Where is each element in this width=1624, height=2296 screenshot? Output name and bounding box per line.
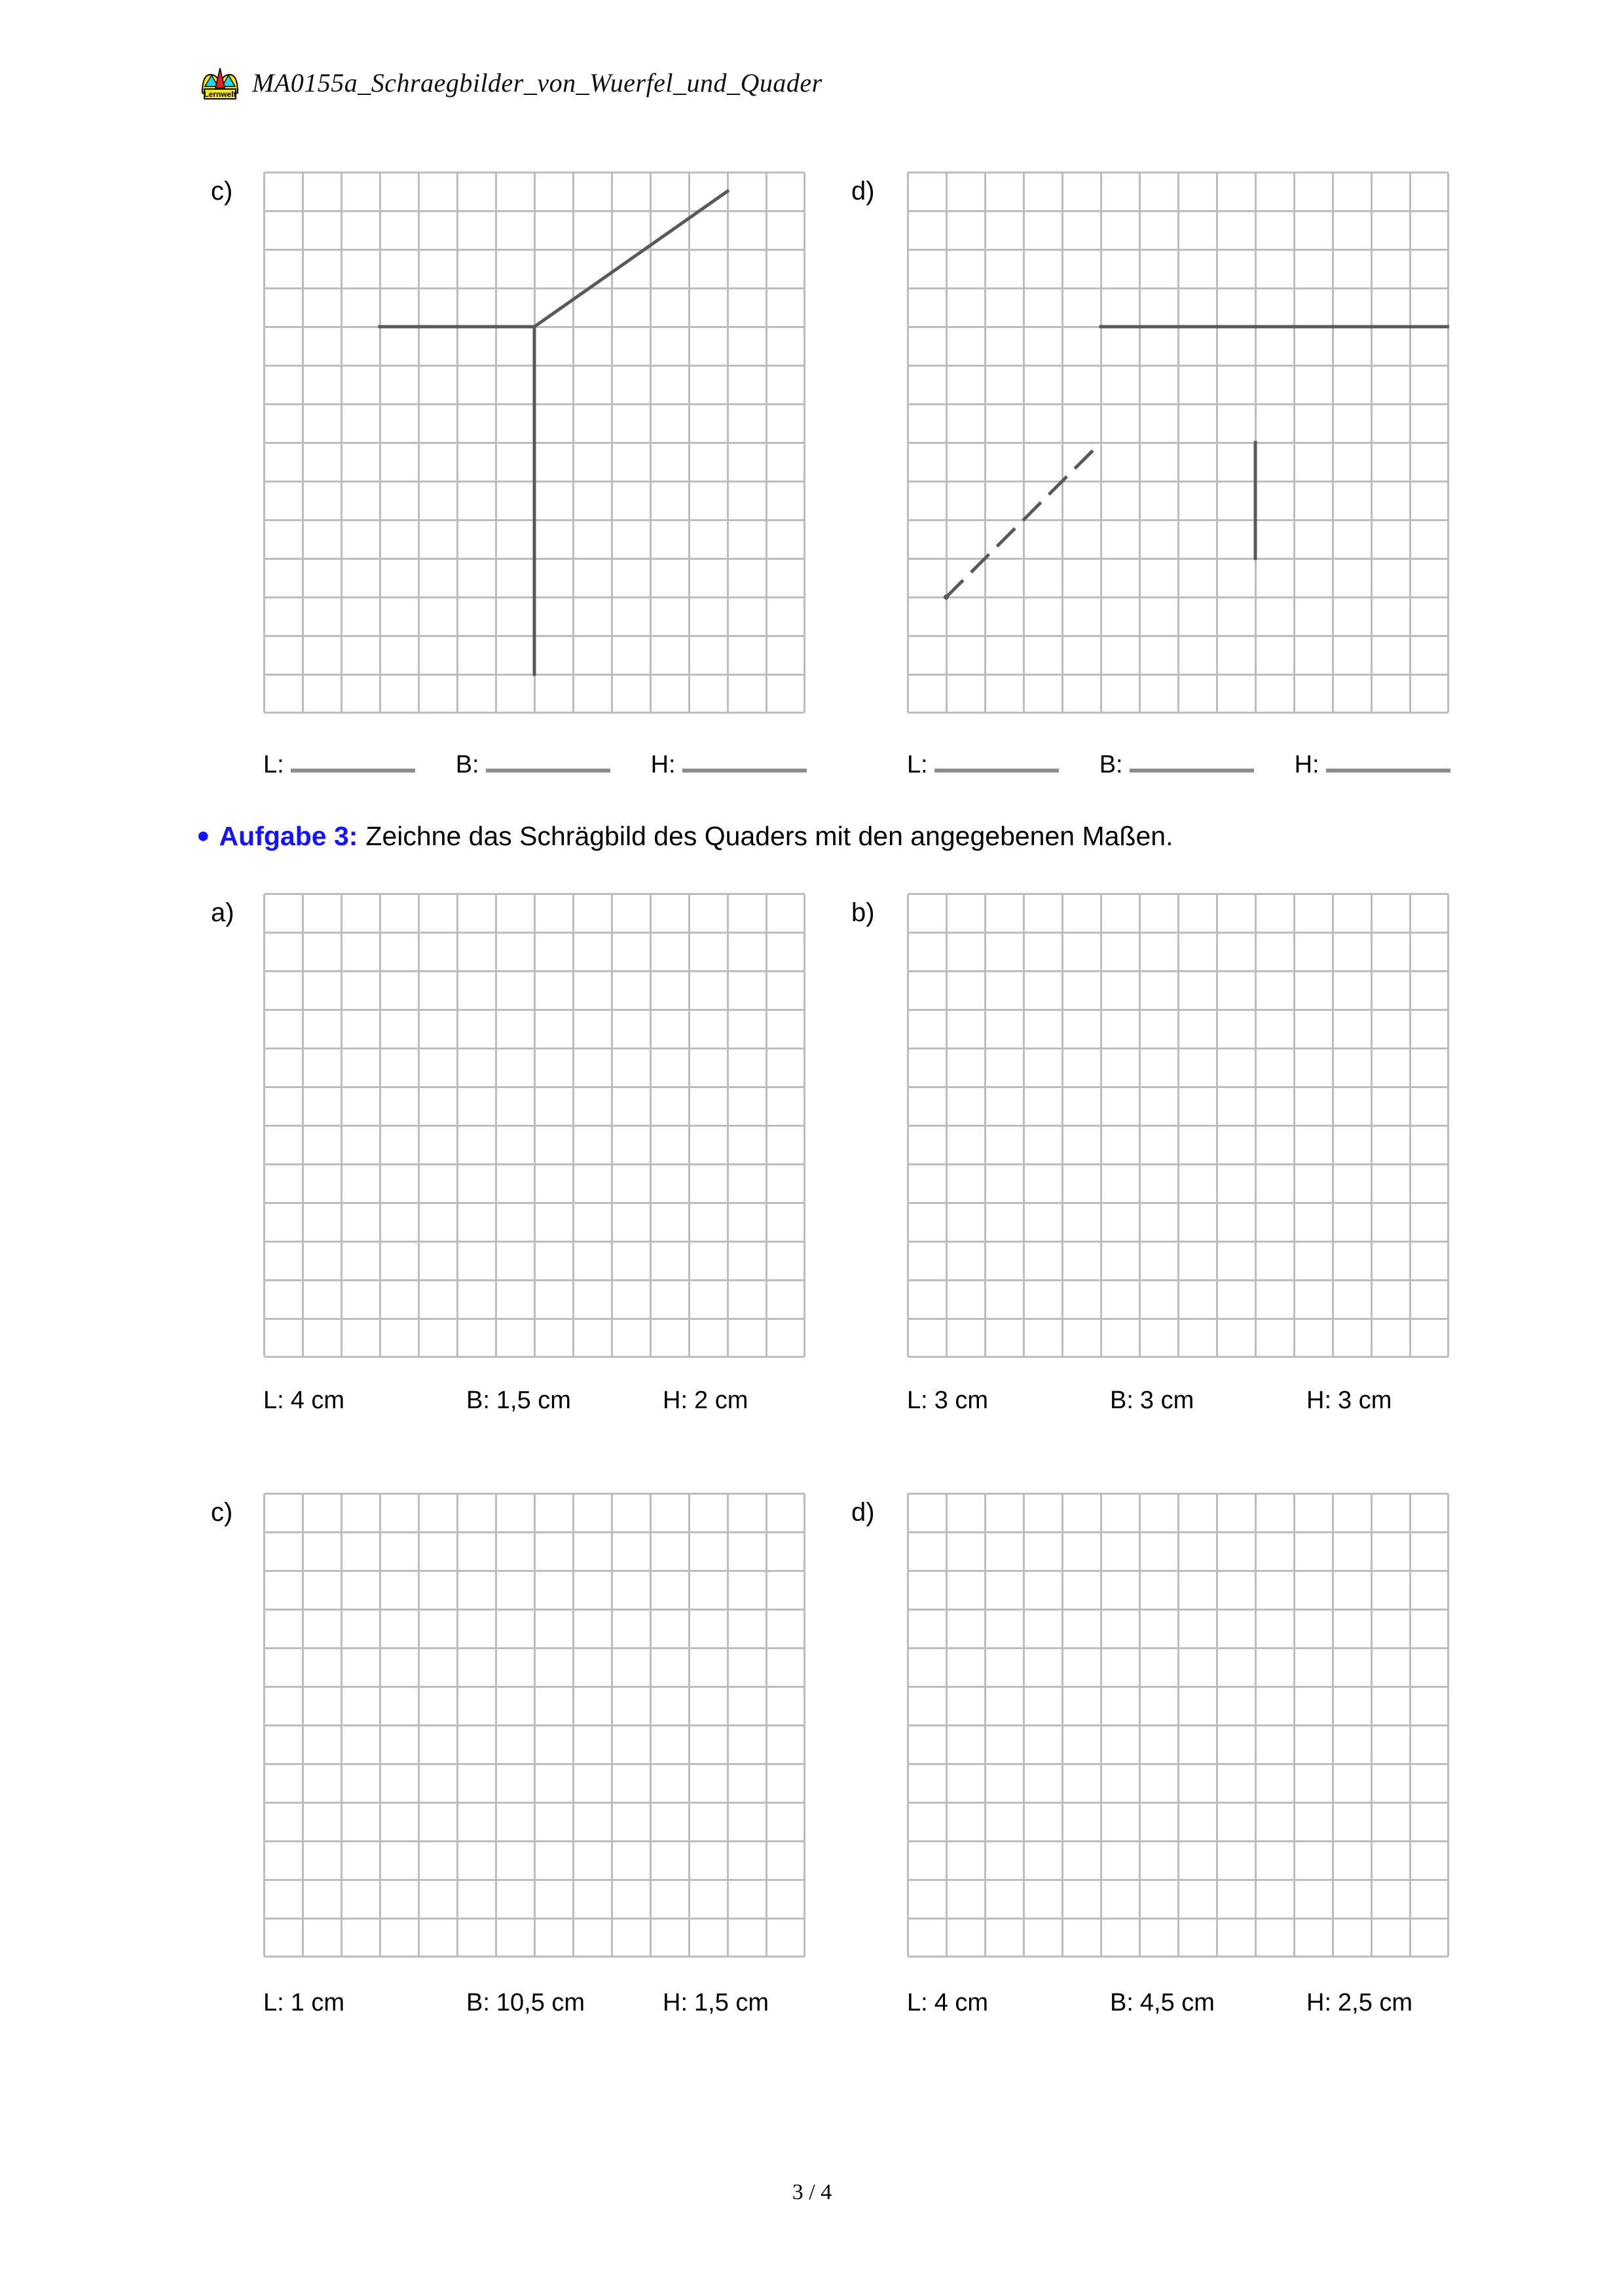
dim-label-B: B:	[1099, 751, 1123, 778]
dim-label-B: B:	[455, 751, 479, 778]
item-letter-task2-d: d)	[851, 177, 875, 206]
dims-task3-a	[263, 1387, 748, 1415]
dim-length-task3-b	[907, 1387, 1110, 1415]
dim-height-task3-a	[663, 1387, 748, 1415]
dim-value-L: 1 cm	[290, 1989, 345, 2016]
document-title: MA0155a_Schraegbilder_von_Wuerfel_und_Quader	[252, 67, 822, 98]
dims-task3-d	[907, 1989, 1412, 2017]
task3-heading	[196, 821, 1173, 852]
item-letter-task3-d: d)	[851, 1498, 875, 1527]
dim-length-task3-c	[263, 1989, 466, 2017]
dim-label-B: B:	[1110, 1387, 1134, 1414]
grid-task3-b[interactable]	[907, 893, 1449, 1358]
grid-task3-c[interactable]	[263, 1493, 805, 1958]
dim-value-L: 3 cm	[934, 1387, 989, 1414]
dim-label-L: L:	[907, 751, 928, 778]
dim-height-task3-d	[1306, 1989, 1412, 2017]
page-header	[200, 64, 822, 101]
dim-width-task3-d	[1110, 1989, 1306, 2017]
dim-value-H: 3 cm	[1338, 1387, 1392, 1414]
dim-value-B: 3 cm	[1139, 1387, 1194, 1414]
dim-value-H: 1,5 cm	[694, 1989, 769, 2016]
dims-task2-d	[907, 746, 1450, 779]
grid-svg-task3-d	[907, 1493, 1449, 1958]
lernwelt-logo-icon	[200, 64, 240, 101]
grid-svg-task3-a	[263, 893, 805, 1358]
grid-svg-task2-c	[263, 172, 805, 714]
grid-svg-task3-c	[263, 1493, 805, 1958]
blank-line-B[interactable]	[1130, 746, 1254, 773]
bullet-icon: ●	[196, 823, 210, 848]
item-letter-task3-c: c)	[211, 1498, 233, 1527]
dim-label-H: H:	[1306, 1387, 1331, 1414]
svg-text:Lernwelt: Lernwelt	[204, 90, 236, 99]
item-letter-task2-c: c)	[211, 177, 233, 206]
blank-line-L[interactable]	[291, 746, 415, 773]
dim-value-B: 10,5 cm	[496, 1989, 585, 2016]
dim-label-L: L:	[263, 751, 284, 778]
dim-value-B: 1,5 cm	[496, 1387, 571, 1414]
blank-line-H[interactable]	[1326, 746, 1450, 773]
dim-label-H: H:	[663, 1387, 688, 1414]
item-letter-task3-b: b)	[851, 898, 875, 927]
dim-width-task3-a	[466, 1387, 663, 1415]
blank-line-L[interactable]	[934, 746, 1059, 773]
grid-task3-a[interactable]	[263, 893, 805, 1358]
item-letter-task3-a: a)	[211, 898, 234, 927]
dim-value-H: 2,5 cm	[1338, 1989, 1413, 2016]
dim-length-task3-d	[907, 1989, 1110, 2017]
dim-length-task3-a	[263, 1387, 466, 1415]
dim-label-L: L:	[263, 1387, 284, 1414]
dims-task3-b	[907, 1387, 1392, 1415]
blank-line-B[interactable]	[486, 746, 610, 773]
dim-label-L: L:	[907, 1387, 928, 1414]
dim-label-B: B:	[466, 1989, 490, 2016]
dim-width-task2-c	[456, 746, 610, 779]
dim-width-task3-b	[1110, 1387, 1306, 1415]
dim-label-H: H:	[663, 1989, 688, 2016]
grid-task2-c[interactable]	[263, 172, 805, 714]
task3-text: Zeichne das Schrägbild des Quaders mit den angegebenen Maßen.	[365, 821, 1173, 851]
dim-width-task2-d	[1099, 746, 1254, 779]
dim-label-L: L:	[907, 1989, 928, 2016]
dim-value-L: 4 cm	[290, 1387, 345, 1414]
dim-width-task3-c	[466, 1989, 663, 2017]
dim-height-task2-c	[651, 746, 807, 779]
dim-label-L: L:	[263, 1989, 284, 2016]
dim-label-B: B:	[466, 1387, 490, 1414]
dim-value-H: 2 cm	[694, 1387, 748, 1414]
grid-svg-task3-b	[907, 893, 1449, 1358]
grid-task3-d[interactable]	[907, 1493, 1449, 1958]
dim-value-B: 4,5 cm	[1139, 1989, 1215, 2016]
grid-svg-task2-d	[907, 172, 1449, 714]
blank-line-H[interactable]	[682, 746, 807, 773]
dim-label-H: H:	[1306, 1989, 1331, 2016]
dims-task3-c	[263, 1989, 769, 2017]
dim-value-L: 4 cm	[934, 1989, 989, 2016]
dim-height-task2-d	[1295, 746, 1450, 779]
page-footer: 3 / 4	[792, 2180, 832, 2204]
dim-length-task2-d	[907, 746, 1059, 779]
dim-label-H: H:	[1294, 751, 1320, 778]
task3-tag: Aufgabe 3:	[219, 821, 358, 851]
dim-height-task3-c	[663, 1989, 769, 2017]
dim-length-task2-c	[263, 746, 415, 779]
drawing-task2-c	[380, 191, 728, 674]
dim-label-H: H:	[650, 751, 676, 778]
dims-task2-c	[263, 746, 807, 779]
grid-task2-d[interactable]	[907, 172, 1449, 714]
dim-label-B: B:	[1110, 1989, 1134, 2016]
dim-height-task3-b	[1306, 1387, 1392, 1415]
